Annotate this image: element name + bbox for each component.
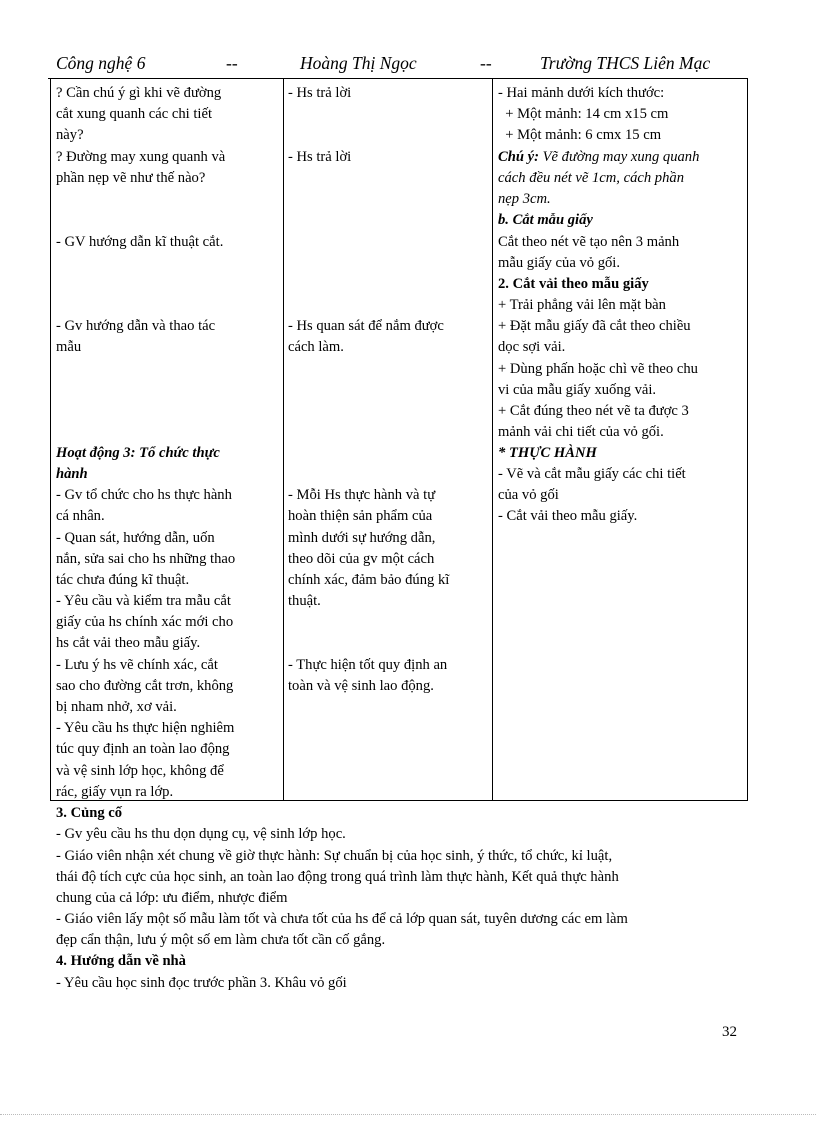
content-line: vi của mẫu giấy xuống vải. bbox=[498, 382, 657, 398]
content-line: nẹp 3cm. bbox=[498, 191, 551, 207]
content-line: + Cắt đúng theo nét vẽ ta được 3 bbox=[498, 403, 689, 419]
teacher-line: - Gv tổ chức cho hs thực hành bbox=[56, 487, 232, 503]
content-line: - Hai mảnh dưới kích thước: bbox=[498, 85, 665, 101]
paragraph-line: đẹp cẩn thận, lưu ý một số em làm chưa tốt cần cố gắng. bbox=[56, 932, 386, 948]
student-line: cách làm. bbox=[288, 339, 344, 355]
activity-3-title: Hoạt động 3: Tổ chức thực bbox=[56, 445, 220, 461]
practice-title: * THỰC HÀNH bbox=[498, 445, 597, 461]
student-line: chính xác, đảm bảo đúng kĩ bbox=[288, 572, 450, 588]
header-teacher: Hoàng Thị Ngọc bbox=[300, 53, 417, 73]
teacher-line: hs cắt vải theo mẫu giấy. bbox=[56, 635, 201, 651]
teacher-line: rác, giấy vụn ra lớp. bbox=[56, 784, 174, 800]
subsection-2-title: 2. Cắt vải theo mẫu giấy bbox=[498, 276, 649, 292]
teacher-line: - Lưu ý hs vẽ chính xác, cắt bbox=[56, 657, 218, 673]
teacher-line: nắn, sửa sai cho hs những thao bbox=[56, 551, 236, 567]
student-line: - Hs quan sát để nắm được bbox=[288, 318, 444, 334]
note-line bbox=[498, 147, 699, 168]
content-line: + Một mảnh: 14 cm x15 cm bbox=[498, 106, 669, 122]
student-line: - Mỗi Hs thực hành và tự bbox=[288, 487, 436, 503]
content-line: + Trải phẳng vải lên mặt bàn bbox=[498, 297, 666, 313]
content-line: dọc sợi vải. bbox=[498, 339, 566, 355]
teacher-line: - Quan sát, hướng dẫn, uốn bbox=[56, 530, 215, 546]
student-line: - Thực hiện tốt quy định an bbox=[288, 657, 448, 673]
header-school: Trường THCS Liên Mạc bbox=[540, 53, 711, 73]
section-4-title: 4. Hướng dẫn về nhà bbox=[56, 953, 186, 969]
teacher-line: và vệ sinh lớp học, không để bbox=[56, 763, 224, 779]
teacher-line: ? Đường may xung quanh và bbox=[56, 149, 226, 165]
teacher-line: - Yêu cầu và kiểm tra mẫu cắt bbox=[56, 593, 231, 609]
header-separator-1: -- bbox=[226, 53, 238, 73]
page-number: 32 bbox=[722, 1024, 737, 1040]
teacher-line: cắt xung quanh các chi tiết bbox=[56, 106, 213, 122]
note-label: Chú ý: bbox=[498, 149, 539, 165]
activity-3-title-cont: hành bbox=[56, 466, 88, 482]
content-line: + Một mảnh: 6 cmx 15 cm bbox=[498, 127, 662, 143]
content-line: mẫu giấy của vỏ gối. bbox=[498, 255, 620, 271]
student-line: theo dõi của gv một cách bbox=[288, 551, 435, 567]
content-line: + Dùng phấn hoặc chì vẽ theo chu bbox=[498, 361, 698, 377]
paragraph-line: - Giáo viên nhận xét chung về giờ thực hành: Sự chuẩn bị của học sinh, ý thức, tổ chức, kỉ luật, bbox=[56, 848, 613, 864]
column-divider-2 bbox=[492, 78, 493, 800]
student-line: - Hs trả lời bbox=[288, 85, 352, 101]
header-subject: Công nghệ 6 bbox=[56, 53, 146, 73]
student-line: toàn và vệ sinh lao động. bbox=[288, 678, 434, 694]
student-line: thuật. bbox=[288, 593, 321, 609]
teacher-line: - Yêu cầu hs thực hiện nghiêm bbox=[56, 720, 235, 736]
paragraph-line: thái độ tích cực của học sinh, an toàn lao động trong quá trình làm thực hành, Kết quả thực hành bbox=[56, 869, 619, 885]
page-header bbox=[48, 50, 748, 79]
paragraph-line: - Giáo viên lấy một số mẫu làm tốt và chưa tốt của hs để cả lớp quan sát, tuyên dương các em làm bbox=[56, 911, 628, 927]
teacher-line: ? Cần chú ý gì khi vẽ đường bbox=[56, 85, 222, 101]
student-line: - Hs trả lời bbox=[288, 149, 352, 165]
content-line: của vỏ gối bbox=[498, 487, 559, 503]
student-line: mình dưới sự hướng dẫn, bbox=[288, 530, 436, 546]
content-line: Cắt theo nét vẽ tạo nên 3 mảnh bbox=[498, 234, 680, 250]
teacher-line: - GV hướng dẫn kĩ thuật cắt. bbox=[56, 234, 224, 250]
paragraph-line: chung của cả lớp: ưu điểm, nhược điểm bbox=[56, 890, 288, 906]
student-line: hoàn thiện sản phẩm của bbox=[288, 508, 433, 524]
content-line: - Vẽ và cắt mẫu giấy các chi tiết bbox=[498, 466, 686, 482]
teacher-line: sao cho đường cắt trơn, không bbox=[56, 678, 234, 694]
teacher-line: bị nham nhở, xơ vải. bbox=[56, 699, 177, 715]
note-text: Vẽ đường may xung quanh bbox=[538, 149, 700, 165]
teacher-line: này? bbox=[56, 127, 84, 143]
teacher-line: giấy của hs chính xác mới cho bbox=[56, 614, 234, 630]
page-bottom-dotted-border bbox=[0, 1114, 816, 1115]
content-line: + Đặt mẫu giấy đã cắt theo chiều bbox=[498, 318, 691, 334]
column-divider-1 bbox=[283, 78, 284, 800]
content-line: mảnh vải chi tiết của vỏ gối. bbox=[498, 424, 664, 440]
header-separator-2: -- bbox=[480, 53, 492, 73]
section-3-title: 3. Củng cố bbox=[56, 805, 123, 821]
subsection-b-title: b. Cắt mẫu giấy bbox=[498, 212, 593, 228]
teacher-line: tác chưa đúng kĩ thuật. bbox=[56, 572, 190, 588]
teacher-line: phần nẹp vẽ như thế nào? bbox=[56, 170, 206, 186]
content-line: - Cắt vải theo mẫu giấy. bbox=[498, 508, 638, 524]
content-line: cách đều nét vẽ 1cm, cách phần bbox=[498, 170, 684, 186]
paragraph-line: - Gv yêu cầu hs thu dọn dụng cụ, vệ sinh lớp học. bbox=[56, 826, 346, 842]
paragraph-line: - Yêu cầu học sinh đọc trước phần 3. Khâu vỏ gối bbox=[56, 975, 347, 991]
teacher-line: túc quy định an toàn lao động bbox=[56, 741, 230, 757]
teacher-line: mẫu bbox=[56, 339, 82, 355]
teacher-line: cá nhân. bbox=[56, 508, 105, 524]
teacher-line: - Gv hướng dẫn và thao tác bbox=[56, 318, 216, 334]
